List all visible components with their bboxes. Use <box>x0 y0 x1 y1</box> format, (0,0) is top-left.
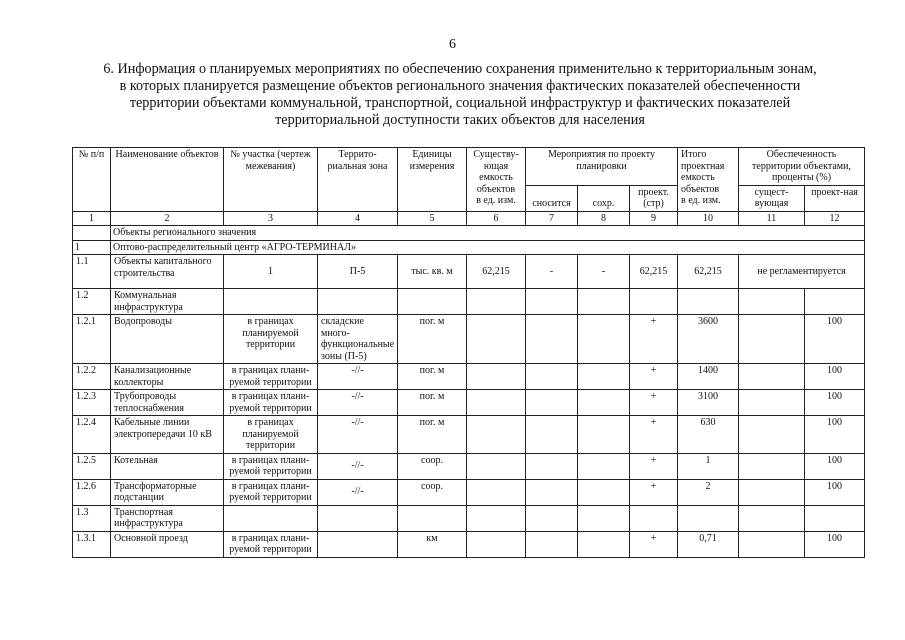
header-prov-project: проект-ная <box>805 185 865 211</box>
table-row <box>73 531 865 557</box>
row-no: 1.2.3 <box>73 390 111 416</box>
row-plot: 1 <box>224 255 318 289</box>
row-plot: в границах планируемой территории <box>224 315 318 364</box>
page-number: 6 <box>449 37 456 52</box>
row-zone: -//- <box>318 479 398 505</box>
row-name: Водопроводы <box>111 315 224 364</box>
header-total-label: Итого проектная емкость объектов <box>681 149 725 195</box>
column-number: 12 <box>805 211 865 226</box>
row-prov-project: 100 <box>805 364 865 390</box>
row-project: + <box>630 416 678 454</box>
row-total: 630 <box>678 416 739 454</box>
row-total: 1 <box>678 453 739 479</box>
header-zone: Террито-риальная зона <box>318 148 398 212</box>
row-prov-project: 100 <box>805 479 865 505</box>
row-no: 1.2.4 <box>73 416 111 454</box>
column-number: 1 <box>73 211 111 226</box>
heading-line: в которых планируется размещение объектов регионального значения фактических показателей обеспеченности <box>119 78 801 94</box>
column-number: 5 <box>398 211 467 226</box>
row-units: соор. <box>398 479 467 505</box>
row-prov-project: 100 <box>805 453 865 479</box>
row-project: + <box>630 390 678 416</box>
column-number: 4 <box>318 211 398 226</box>
header-row <box>73 148 865 186</box>
row-zone: -//- <box>318 364 398 390</box>
row-total: 3600 <box>678 315 739 364</box>
row-name: Канализационные коллекторы <box>111 364 224 390</box>
row-project: + <box>630 453 678 479</box>
row-plot: в границах плани-руемой территории <box>224 453 318 479</box>
row-units: км <box>398 531 467 557</box>
row-project: 62,215 <box>630 255 678 289</box>
row-units: пог. м <box>398 390 467 416</box>
row-zone: -//- <box>318 416 398 454</box>
row-zone: -//- <box>318 453 398 479</box>
column-number: 10 <box>678 211 739 226</box>
heading-line: территории объектами коммунальной, транспортной, социальной инфраструктур и фактических показателей <box>129 95 791 111</box>
table-row <box>73 364 865 390</box>
section-title: Объекты регионального значения <box>111 226 865 241</box>
row-name: Трубопроводы теплоснабжения <box>111 390 224 416</box>
heading-line: 6. Информация о планируемых мероприятиях по обеспечению сохранения применительно к территориальным зонам, <box>103 61 817 77</box>
table-row <box>73 416 865 454</box>
row-no: 1 <box>73 240 111 255</box>
header-existing <box>467 148 526 212</box>
column-number-row <box>73 211 865 226</box>
row-no: 1.2.2 <box>73 364 111 390</box>
row-name: Оптово-распределительный центр «АГРО-ТЕРМИНАЛ» <box>111 240 865 255</box>
table-row <box>73 390 865 416</box>
column-number: 9 <box>630 211 678 226</box>
row-provision: не регламентируется <box>739 255 865 289</box>
row-project: + <box>630 479 678 505</box>
table-row <box>73 240 865 255</box>
row-prov-project: 100 <box>805 531 865 557</box>
column-number: 2 <box>111 211 224 226</box>
row-name: Кабельные линии электропередачи 10 кВ <box>111 416 224 454</box>
row-name: Трансформаторные подстанции <box>111 479 224 505</box>
row-total: 3100 <box>678 390 739 416</box>
row-no: 1.2.6 <box>73 479 111 505</box>
header-total-sub: в ед. изм. <box>681 195 721 206</box>
section-row <box>73 226 865 241</box>
document-heading <box>70 61 850 129</box>
table-row <box>73 505 865 531</box>
table-row <box>73 255 865 289</box>
row-units: пог. м <box>398 315 467 364</box>
header-existing-sub: в ед. изм. <box>476 195 516 206</box>
column-number: 6 <box>467 211 526 226</box>
column-number: 8 <box>578 211 630 226</box>
heading-line: территориальной доступности таких объектов для населения <box>275 112 645 128</box>
row-existing: 62,215 <box>467 255 526 289</box>
measures-table <box>72 147 865 558</box>
row-demolish: - <box>526 255 578 289</box>
header-prov-existing: сущест-вующая <box>739 185 805 211</box>
row-total: 62,215 <box>678 255 739 289</box>
header-name: Наименование объектов <box>111 148 224 212</box>
row-units: тыс. кв. м <box>398 255 467 289</box>
row-project: + <box>630 531 678 557</box>
row-project: + <box>630 364 678 390</box>
row-name: Объекты капитального строительства <box>111 255 224 289</box>
table-row <box>73 453 865 479</box>
row-name: Основной проезд <box>111 531 224 557</box>
header-plot: № участка (чертеж межевания) <box>224 148 318 212</box>
row-no: 1.2 <box>73 289 111 315</box>
row-plot: в границах плани-руемой территории <box>224 390 318 416</box>
row-zone: П-5 <box>318 255 398 289</box>
row-name: Котельная <box>111 453 224 479</box>
header-no: № п/п <box>73 148 111 212</box>
row-total: 1400 <box>678 364 739 390</box>
header-provision: Обеспеченность территории объектами, проценты (%) <box>739 148 865 186</box>
row-units: пог. м <box>398 416 467 454</box>
row-prov-project: 100 <box>805 390 865 416</box>
row-plot: в границах плани-руемой территории <box>224 531 318 557</box>
row-plot: в границах планируемой территории <box>224 416 318 454</box>
header-measures: Мероприятия по проекту планировки <box>526 148 678 186</box>
header-total <box>678 148 739 212</box>
row-project: + <box>630 315 678 364</box>
row-zone: -//- <box>318 390 398 416</box>
row-keep: - <box>578 255 630 289</box>
row-plot: в границах плани-руемой территории <box>224 479 318 505</box>
row-total: 2 <box>678 479 739 505</box>
row-no: 1.3.1 <box>73 531 111 557</box>
table-row <box>73 479 865 505</box>
column-number: 11 <box>739 211 805 226</box>
row-prov-project: 100 <box>805 416 865 454</box>
row-no: 1.2.1 <box>73 315 111 364</box>
header-units: Единицы измерения <box>398 148 467 212</box>
table-row <box>73 315 865 364</box>
row-no: 1.2.5 <box>73 453 111 479</box>
row-name: Транспортная инфраструктура <box>111 505 224 531</box>
header-project: проект. (стр) <box>630 185 678 211</box>
row-no: 1.1 <box>73 255 111 289</box>
header-existing-label: Существу-ющая емкость объектов <box>473 149 519 195</box>
row-units: соор. <box>398 453 467 479</box>
column-number: 7 <box>526 211 578 226</box>
header-demolish: сносится <box>526 185 578 211</box>
table-row <box>73 289 865 315</box>
row-name: Коммунальная инфраструктура <box>111 289 224 315</box>
row-plot: в границах плани-руемой территории <box>224 364 318 390</box>
row-units: пог. м <box>398 364 467 390</box>
header-keep: сохр. <box>578 185 630 211</box>
row-no: 1.3 <box>73 505 111 531</box>
column-number: 3 <box>224 211 318 226</box>
row-total: 0,71 <box>678 531 739 557</box>
row-prov-project: 100 <box>805 315 865 364</box>
row-zone: складские много-функциональные зоны (П-5) <box>318 315 398 364</box>
